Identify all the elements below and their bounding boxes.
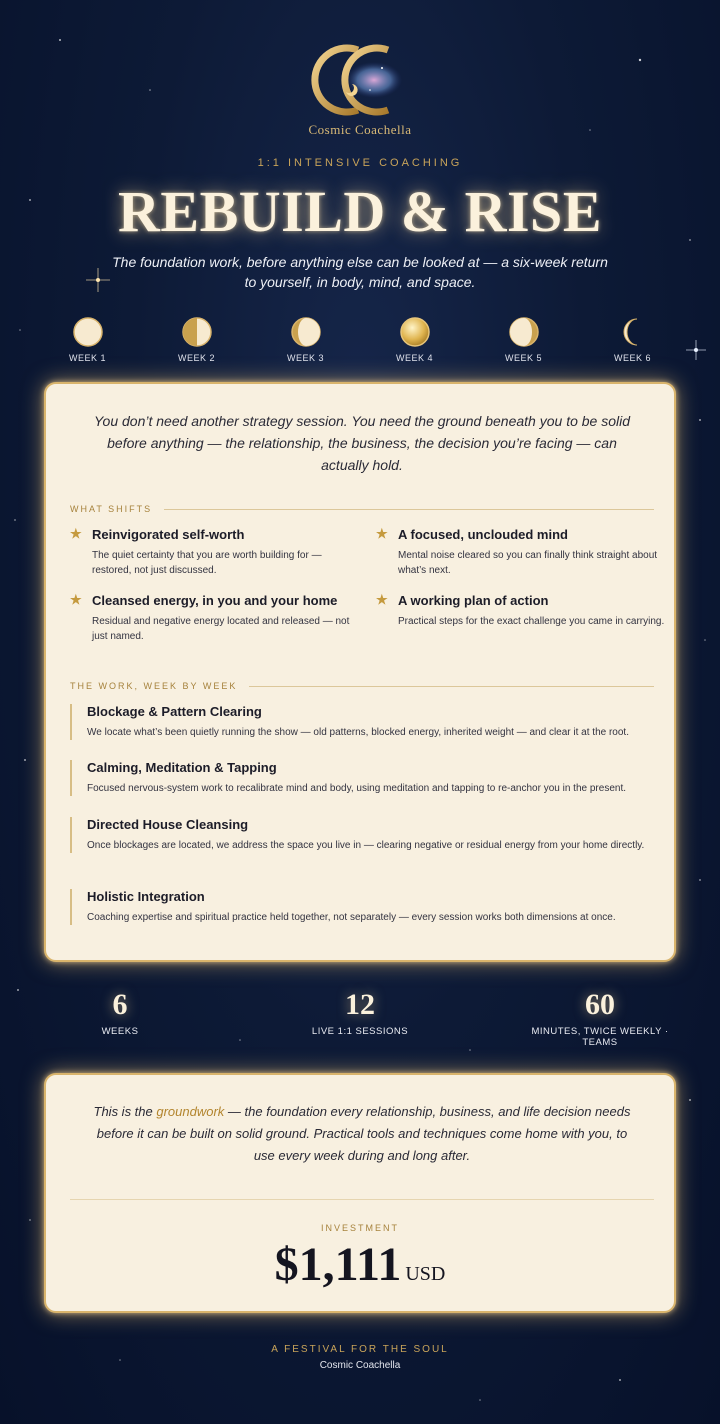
stat-minutes [520,988,680,1048]
phase-label: WEEK 1 [68,353,106,363]
work-item [70,760,654,796]
section-label: WHAT SHIFTS [70,504,153,514]
star-icon: ★ [70,526,82,541]
program-details-card [44,382,676,962]
work-item [70,889,654,925]
star-icon: ★ [376,526,388,541]
phase-label: WEEK 4 [395,353,433,363]
shift-item [376,527,666,578]
price-currency: USD [405,1263,446,1285]
shift-desc: Residual and negative energy located and released — not just named. [92,616,350,642]
phase-week-5 [469,316,578,363]
stat-weeks [40,988,200,1048]
work-item [70,704,654,740]
brand-name: Cosmic Coachella [308,122,412,137]
shift-desc: Mental noise cleared so you can finally think straight about what’s next. [398,550,658,576]
phase-label: WEEK 3 [286,353,324,363]
page-subtitle: The foundation work, before anything else can be looked at — a six-week return to yourself, in body, mind, and space. [112,254,608,290]
brand-logo [0,40,720,138]
half-moon-icon [181,316,213,348]
full-moon-icon [72,316,104,348]
stat-sessions [200,988,520,1048]
phase-label: WEEK 2 [177,353,215,363]
week-by-week-heading [70,681,654,691]
section-label: THE WORK, WEEK BY WEEK [70,681,238,691]
stat-value: 6 [112,988,128,1021]
star-icon: ★ [376,592,388,607]
program-stats [40,988,680,1048]
stat-value: 12 [345,988,375,1021]
work-title: Calming, Meditation & Tapping [87,760,277,775]
shift-title: A focused, unclouded mind [398,527,568,542]
work-item [70,817,654,853]
crescent-moon-icon [617,316,649,348]
footer-tagline: A FESTIVAL FOR THE SOUL [271,1344,449,1355]
investment-label: INVESTMENT [320,1223,399,1233]
work-title: Blockage & Pattern Clearing [87,704,262,719]
phase-label: WEEK 5 [504,353,542,363]
shift-title: Reinvigorated self-worth [92,527,245,542]
shift-item [70,593,360,644]
shift-title: Cleansed energy, in you and your home [92,593,338,608]
page-title: REBUILD & RISE [118,179,602,244]
waning-gibbous-moon-icon [508,316,540,348]
footer-brand-name: Cosmic Coachella [319,1360,401,1371]
work-title: Holistic Integration [87,889,205,904]
what-shifts-heading [70,504,654,514]
shift-item [70,527,360,578]
cc-monogram-icon [300,40,420,120]
price-amount: $1,111 [274,1238,402,1291]
phase-week-3 [251,316,360,363]
price [46,1237,674,1292]
program-eyebrow: 1:1 INTENSIVE COACHING [257,157,463,169]
star-icon: ★ [70,592,82,607]
stat-value: 60 [585,988,615,1021]
shift-title: A working plan of action [398,593,549,608]
work-title: Directed House Cleansing [87,817,249,832]
work-desc: Coaching expertise and spiritual practice held together, not separately — every session works both dimensions at once. [87,912,616,923]
investment-card [44,1073,676,1313]
phase-week-4 [360,316,469,363]
work-desc: Focused nervous-system work to recalibrate mind and body, using meditation and tapping to re-anchor you in the present. [87,783,626,794]
divider [70,1199,654,1200]
phase-week-2 [142,316,251,363]
shift-desc: Practical steps for the exact challenge you came in carrying. [398,616,665,627]
groundwork-highlight: groundwork [156,1104,225,1119]
stat-label: MINUTES, TWICE WEEKLY · TEAMS [531,1026,669,1048]
shift-item [376,593,666,629]
divider [164,509,654,510]
work-desc: Once blockages are located, we address the space you live in — clearing negative or residual energy from your home directly. [87,840,645,851]
phase-label: WEEK 6 [613,353,651,363]
stat-label: WEEKS [101,1026,139,1037]
closing-text-end: — the foundation every relationship, business, and life decision needs before it can be built on solid ground. Practical tools and techniques come home with you, to use every week during and long after. [96,1104,631,1163]
intro-text: You don’t need another strategy session. You need the ground beneath you to be solid before anything — the relationship, the business, the decision you’re facing — can actually hold. [93,413,631,473]
stat-label: LIVE 1:1 SESSIONS [311,1026,409,1037]
shift-desc: The quiet certainty that you are worth building for — restored, not just discussed. [92,550,322,576]
moon-phase-timeline [33,316,687,363]
phase-week-6 [578,316,687,363]
closing-text [92,1101,632,1167]
closing-text-start: This is the [93,1104,157,1119]
gibbous-moon-icon [290,316,322,348]
phase-week-1 [33,316,142,363]
divider [249,686,654,687]
golden-full-moon-icon [399,316,431,348]
work-desc: We locate what’s been quietly running the show — old patterns, blocked energy, inherited weight — and clear it at the root. [87,727,629,738]
